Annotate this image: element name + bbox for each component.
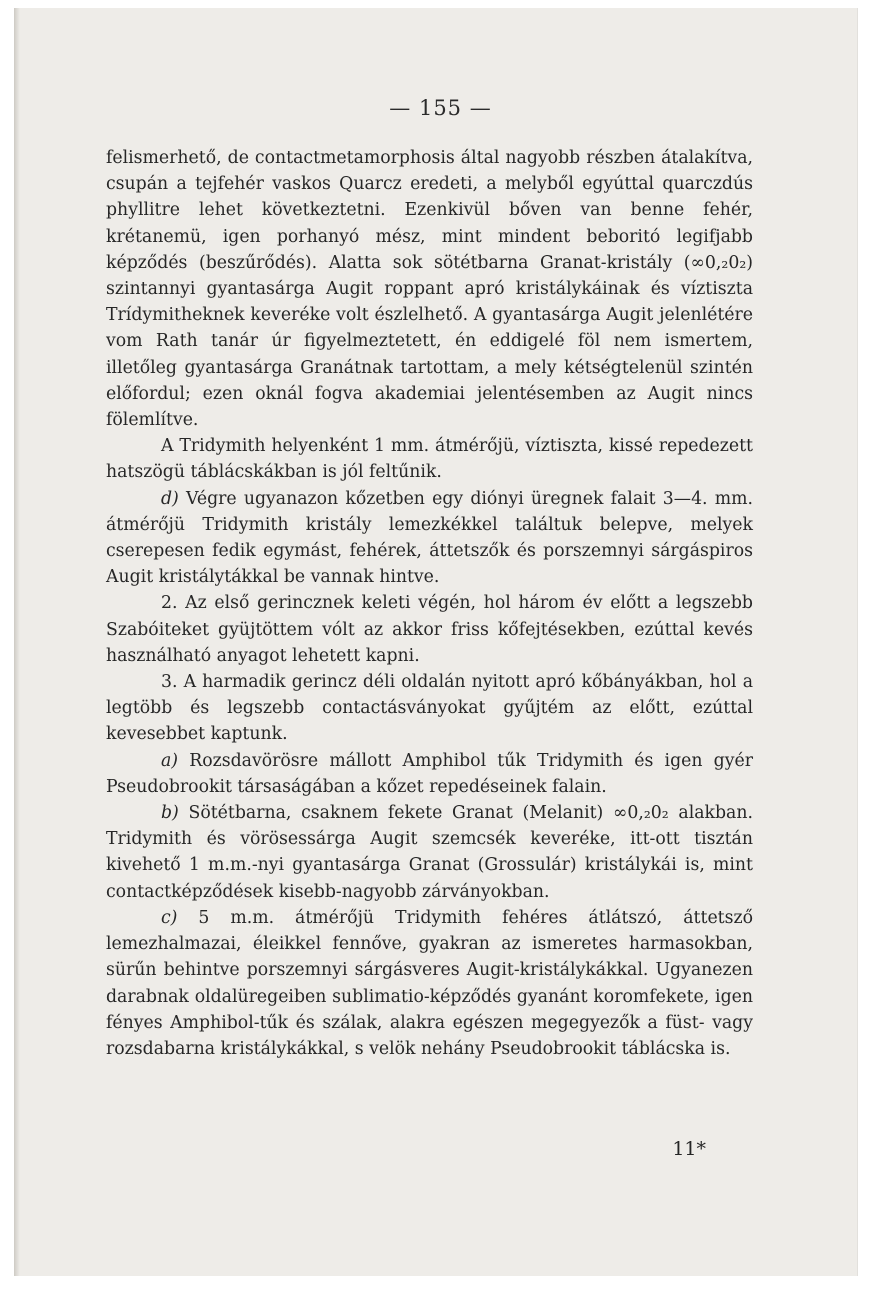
body-text (106, 145, 753, 1062)
page-number: — 155 — (389, 96, 492, 120)
paragraph-1: felismerhető, de contactmetamorphosis által nagyobb részben átalakítva, csupán a tejfehér vaskos Quarcz eredeti, a melyből egyúttal quarczdús phyllitre lehet következtetni. Ezenkivül bőven van benne fehér, krétanemü, igen porhanyó mész, mint mindent beboritó legifjabb képződés (beszűrődés). Alatta sok sötétbarna Granat-kristály (∞0,₂0₂) szintannyi gyantasárga Augit roppant apró kristálykáinak és víztiszta Trídymitheknek keveréke volt észlelhető. A gyantasárga Augit jelenlétére vom Rath tanár úr figyelmeztetett, én eddigelé föl nem ismertem, illetőleg gyantasárga Granátnak tartottam, a mely kétségtelenül szintén előfordul; ezen oknál fogva akademiai jelentésemben az Augit nincs fölemlítve. (106, 148, 753, 431)
item-label-a: a) (161, 750, 179, 771)
paragraph-8-text: 5 m.m. átmérőjü Tridymith fehéres átlátszó, áttetsző lemezhalmazai, éleikkel fennőve, gyakran az ismeretes harmasokban, sürűn behintve porszemnyi sárgásveres Augit-kristálykákkal. Ugyanezen darabnak oldalüregeiben sublimatio-képződés gyanánt koromfekete, igen fényes Amphibol-tűk és szálak, alakra egészen megegyezők a füst- vagy rozsdabarna kristálykákkal, s velök nehány Pseudobrookit táblácska is. (106, 907, 753, 1059)
paragraph-7 (106, 800, 753, 905)
item-label-c: c) (161, 907, 178, 928)
item-label-b: b) (161, 803, 179, 824)
paragraph-4: 2. Az első gerincznek keleti végén, hol három év előtt a legszebb Szabóiteket gyüjtöttem vólt az akkor friss kőfejtésekben, ezúttal kevés használható anyagot lehetett kapni. (106, 593, 753, 666)
signature-mark: 11* (672, 1138, 706, 1160)
paragraph-3 (106, 486, 753, 591)
paragraph-7-text: Sötétbarna, csaknem fekete Granat (Melanit) ∞0,₂0₂ alakban. Tridymith és vörösessárga Augit szemcsék keveréke, itt-ott tisztán kivehető 1 m.m.-nyi gyantasárga Granat (Grossulár) kristálykái is, mint contactképződések kisebb-nagyobb zárványokban. (106, 803, 753, 902)
paragraph-5: 3. A harmadik gerincz déli oldalán nyitott apró kőbányákban, hol a legtöbb és legszebb contactásványokat gyűjtém az előtt, ezúttal kevesebbet kaptunk. (106, 672, 753, 745)
paragraph-2: A Tridymith helyenként 1 mm. átmérőjü, víztiszta, kissé repedezett hatszögü táblácskákban is jól feltűnik. (106, 436, 753, 483)
page-binding-edge (14, 8, 20, 1276)
paragraph-3-text: Végre ugyanazon kőzetben egy diónyi üregnek falait 3—4. mm. átmérőjü Tridymith kristály lemezkékkel találtuk belepve, melyek cserepesen fedik egymást, fehérek, áttetszők és porszemnyi sárgáspiros Augit kristálytákkal be vannak hintve. (106, 488, 753, 588)
paragraph-6-text: Rozsdavörösre mállott Amphibol tűk Tridymith és igen gyér Pseudobrookit társaságában a kőzet repedéseinek falain. (106, 750, 753, 797)
paragraph-6 (106, 748, 753, 800)
item-label-d: d) (161, 488, 179, 509)
paragraph-8 (106, 905, 753, 1062)
